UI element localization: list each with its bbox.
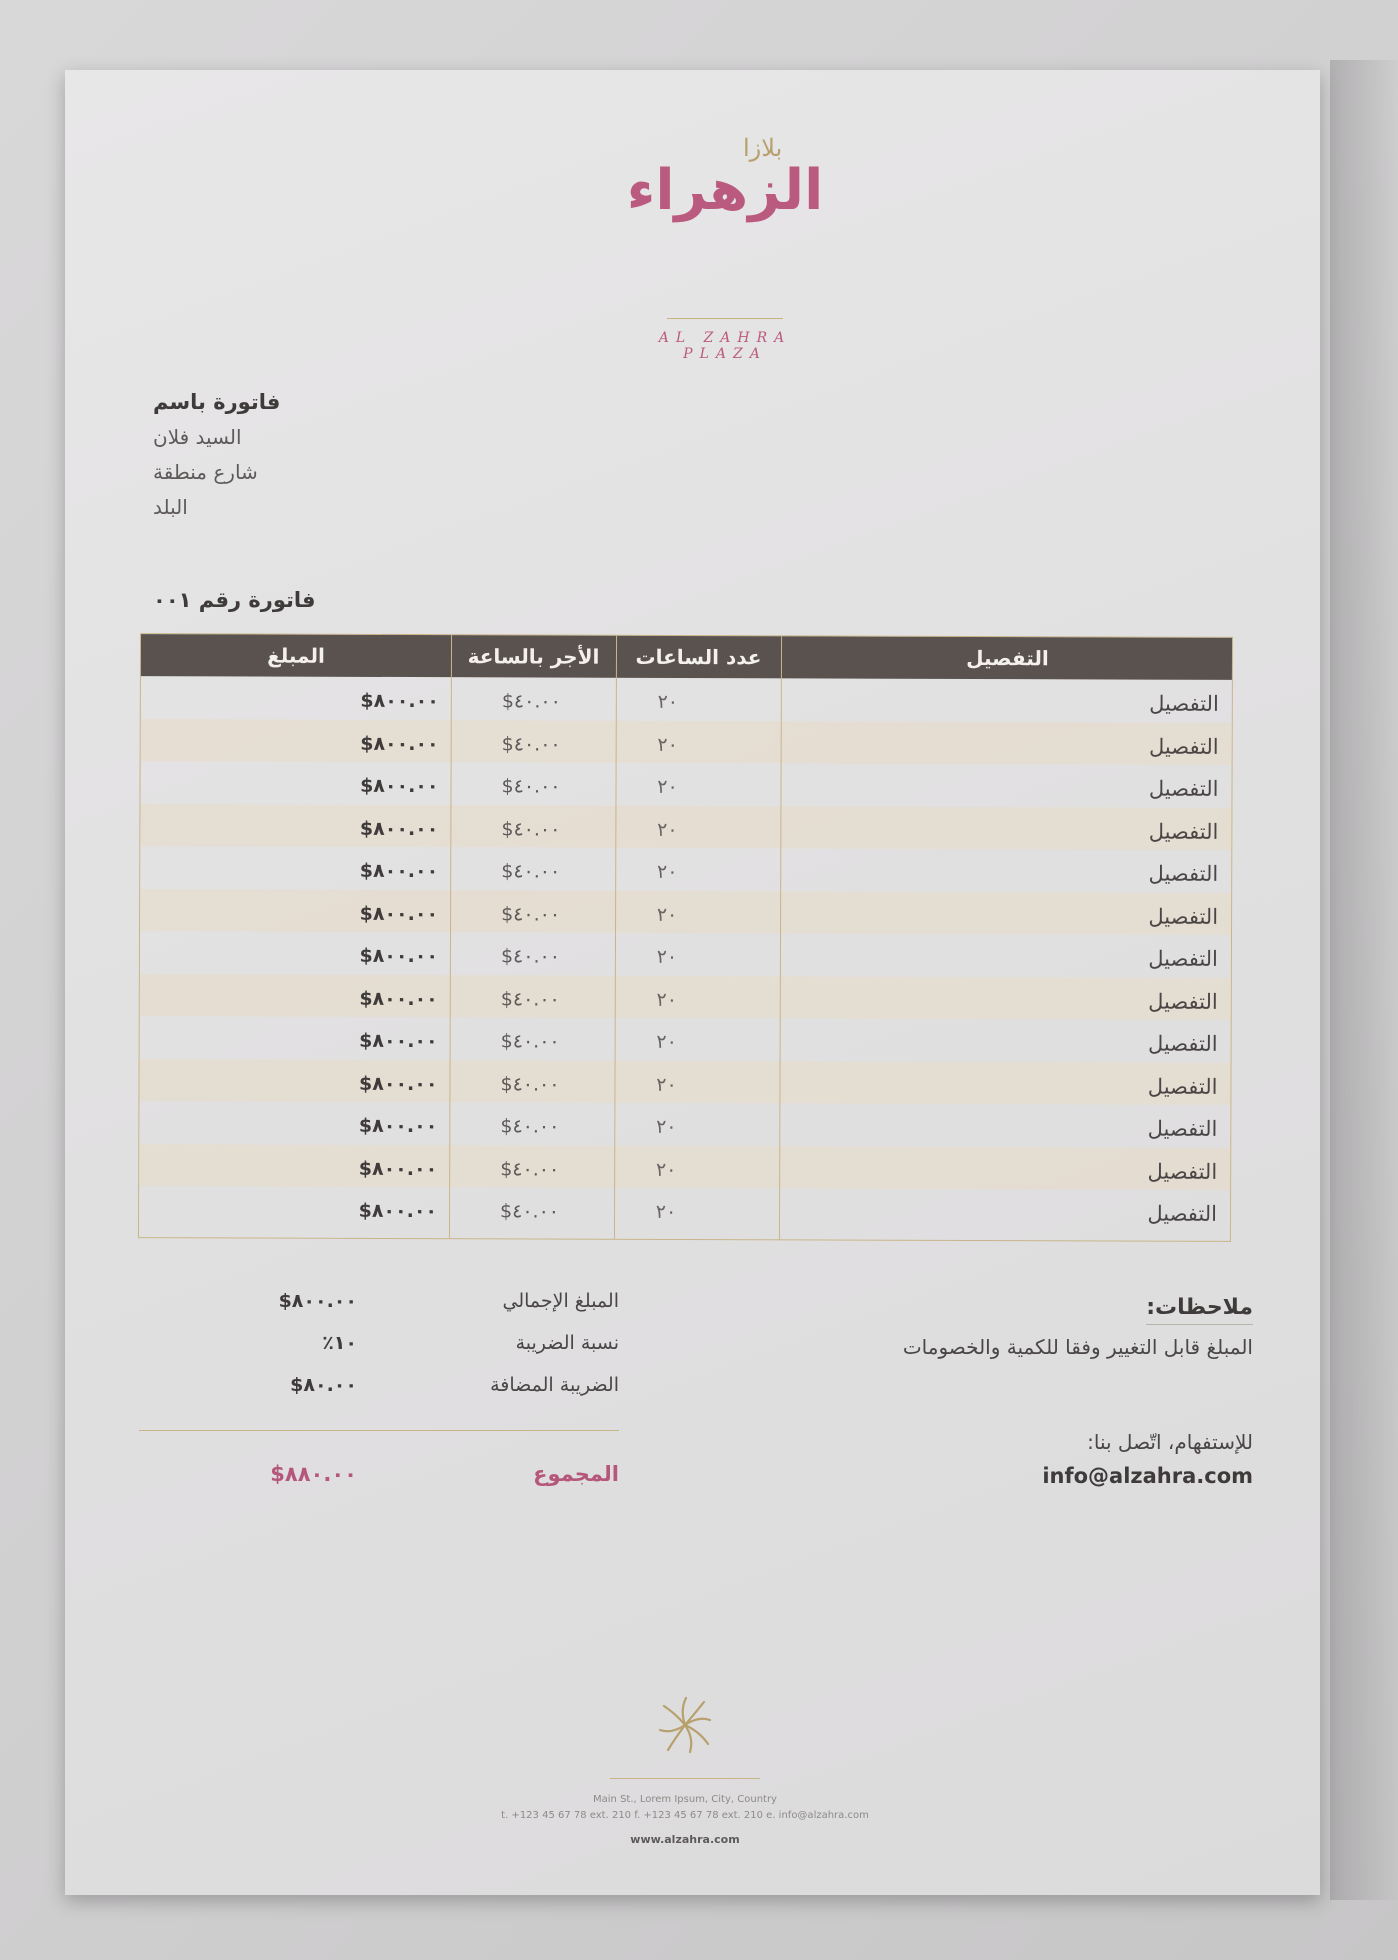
footer-divider [610, 1778, 760, 1779]
cell-rate: $٤٠.٠٠ [500, 1157, 560, 1181]
invoice-number: فاتورة رقم ٠٠١ [153, 588, 316, 612]
contact-label: للإستفهام، اتّصل بنا: [1087, 1430, 1253, 1454]
cell-description: التفصيل [1148, 946, 1218, 971]
bill-to-line: السيد فلان [153, 425, 242, 449]
cell-amount: $٨٠٠.٠٠ [358, 1114, 438, 1138]
table-body [139, 676, 1232, 1232]
bill-to-line: البلد [153, 495, 188, 519]
cell-hours: ٢٠ [656, 860, 678, 883]
table-row [141, 719, 1232, 765]
cell-rate: $٤٠.٠٠ [501, 732, 561, 756]
cell-amount: $٨٠٠.٠٠ [358, 1157, 438, 1180]
invoice-table [138, 633, 1233, 1242]
table-row [140, 931, 1231, 977]
cell-description: التفصيل [1147, 1159, 1218, 1184]
table-row [141, 676, 1232, 722]
cell-hours: ٢٠ [656, 1073, 677, 1096]
star-emblem-icon [650, 1690, 720, 1760]
tax-label: الضريبة المضافة [490, 1374, 619, 1396]
cell-hours: ٢٠ [656, 1030, 677, 1053]
tax-rate-label: نسبة الضريبة [515, 1332, 619, 1354]
bill-to-block [153, 390, 280, 525]
tax-value: $٨٠.٠٠ [290, 1374, 357, 1396]
cell-rate: $٤٠.٠٠ [501, 860, 561, 883]
header-rate: الأجر بالساعة [467, 644, 600, 669]
tax-row [139, 1374, 619, 1416]
cell-amount: $٨٠٠.٠٠ [359, 1072, 438, 1095]
cell-description: التفصيل [1148, 819, 1219, 844]
grand-total-value: $٨٨٠.٠٠ [270, 1462, 357, 1486]
table-row [140, 974, 1231, 1020]
cell-rate: $٤٠.٠٠ [500, 987, 560, 1011]
cell-hours: ٢٠ [657, 775, 678, 798]
table-row [140, 761, 1231, 807]
table-row [139, 1186, 1230, 1232]
cell-hours: ٢٠ [657, 690, 679, 713]
logo-arabic-small: بلازا [743, 134, 783, 162]
cell-amount: $٨٠٠.٠٠ [360, 732, 439, 755]
cell-description: التفصيل [1147, 1074, 1218, 1099]
cell-amount: $٨٠٠.٠٠ [359, 987, 438, 1010]
notes-heading: ملاحظات: [1146, 1295, 1253, 1325]
cell-rate: $٤٠.٠٠ [501, 775, 561, 798]
grand-total-label: المجموع [533, 1462, 619, 1486]
contact-email[interactable]: info@alzahra.com [1042, 1464, 1253, 1488]
table-header [141, 634, 1232, 680]
tax-rate-row [139, 1332, 619, 1374]
cell-description: التفصيل [1148, 734, 1219, 759]
logo-arabic-main: الزهراء [626, 158, 824, 223]
cell-rate: $٤٠.٠٠ [500, 1200, 560, 1223]
cell-hours: ٢٠ [656, 945, 678, 968]
table-row [139, 1144, 1230, 1190]
table-row [139, 1059, 1230, 1105]
footer-website[interactable]: www.alzahra.com [630, 1833, 740, 1846]
header-hours: عدد الساعات [635, 644, 762, 670]
notes-block [765, 1295, 1253, 1359]
cell-amount: $٨٠٠.٠٠ [360, 774, 439, 798]
cell-amount: $٨٠٠.٠٠ [359, 817, 439, 840]
contact-block [765, 1430, 1253, 1488]
cell-description: التفصيل [1148, 861, 1219, 886]
cell-rate: $٤٠.٠٠ [500, 1072, 560, 1096]
notes-text: المبلغ قابل التغيير وفقا للكمية والخصومات [902, 1335, 1253, 1359]
cell-rate: $٤٠.٠٠ [501, 902, 561, 926]
cell-description: التفصيل [1147, 1116, 1218, 1141]
cell-rate: $٤٠.٠٠ [501, 817, 561, 841]
table-row [139, 1101, 1230, 1147]
cell-hours: ٢٠ [656, 988, 678, 1011]
cell-hours: ٢٠ [656, 1115, 677, 1138]
cell-hours: ٢٠ [655, 1200, 677, 1223]
subtotal-value: $٨٠٠.٠٠ [278, 1290, 357, 1312]
cell-amount: $٨٠٠.٠٠ [360, 689, 439, 713]
cell-description: التفصيل [1149, 691, 1219, 716]
table-row [140, 846, 1231, 892]
table-row [140, 889, 1231, 935]
cell-amount: $٨٠٠.٠٠ [359, 944, 438, 968]
cell-rate: $٤٠.٠٠ [500, 1030, 560, 1053]
cell-description: التفصيل [1148, 776, 1219, 801]
cell-amount: $٨٠٠.٠٠ [359, 902, 439, 925]
header-description: التفصيل [966, 645, 1049, 671]
footer-phones: t. +123 45 67 78 ext. 210 f. +123 45 67 78 ext. 210 e. info@alzahra.com [501, 1810, 869, 1821]
invoice-sheet [65, 70, 1320, 1895]
cell-rate: $٤٠.٠٠ [500, 1115, 560, 1138]
subtotal-label: المبلغ الإجمالي [502, 1290, 619, 1312]
cell-hours: ٢٠ [657, 733, 678, 756]
cell-hours: ٢٠ [656, 903, 678, 926]
header-amount: المبلغ [267, 643, 325, 668]
cell-hours: ٢٠ [657, 818, 678, 841]
cell-rate: $٤٠.٠٠ [500, 945, 560, 968]
tax-rate-value: ٪١٠ [322, 1332, 357, 1354]
cell-amount: $٨٠٠.٠٠ [359, 1029, 438, 1053]
table-row [140, 1016, 1231, 1062]
cell-description: التفصيل [1147, 1031, 1218, 1056]
cell-amount: $٨٠٠.٠٠ [359, 859, 439, 883]
logo-divider [667, 318, 783, 319]
totals-divider [139, 1430, 619, 1431]
logo-latin-name: AL ZAHRA PLAZA [658, 330, 792, 362]
table-row [140, 804, 1231, 850]
cell-rate: $٤٠.٠٠ [501, 690, 561, 713]
cell-hours: ٢٠ [655, 1158, 677, 1181]
bill-to-heading: فاتورة باسم [153, 390, 281, 414]
footer-address: Main St., Lorem Ipsum, City, Country [593, 1794, 777, 1805]
totals-block [139, 1290, 619, 1416]
grand-total-row [139, 1462, 619, 1492]
page-shadow [1330, 60, 1398, 1900]
footer-contact [415, 1792, 955, 1848]
cell-description: التفصيل [1148, 989, 1218, 1014]
bill-to-line: شارع منطقة [153, 460, 258, 484]
cell-amount: $٨٠٠.٠٠ [358, 1199, 438, 1223]
cell-description: التفصيل [1148, 904, 1219, 929]
cell-description: التفصيل [1147, 1201, 1218, 1226]
subtotal-row [139, 1290, 619, 1332]
